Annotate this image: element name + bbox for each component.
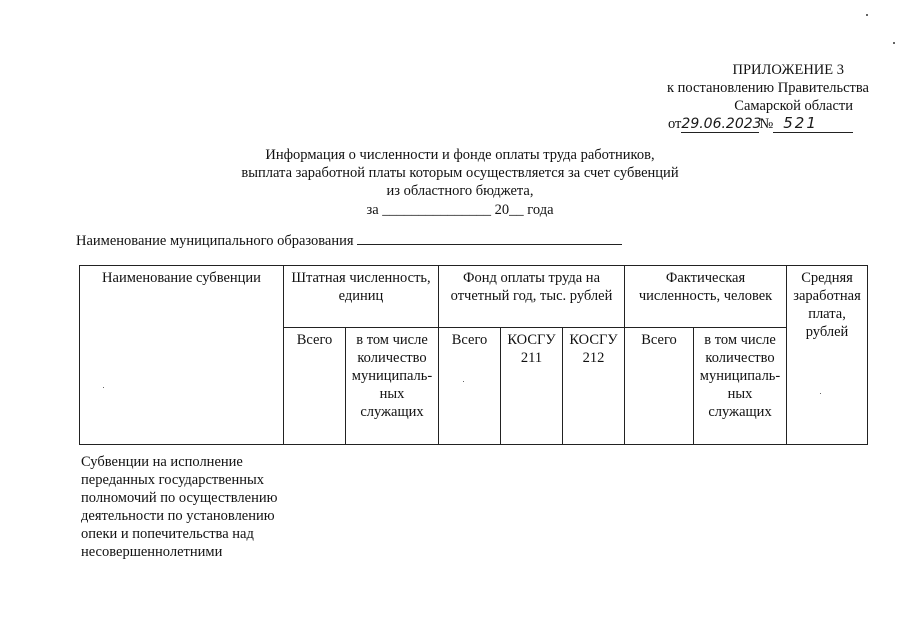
header-actual-count: Фактическая численность, человек: [625, 266, 787, 328]
annex-date-line: [668, 114, 868, 134]
subheader-kosgu-212: КОСГУ 212: [563, 328, 625, 445]
header-payroll-fund: Фонд оплаты труда на отчетный год, тыс. рублей: [439, 266, 625, 328]
title-line-4: за _______________ 20__ года: [366, 202, 554, 218]
handwritten-date: 29.06.2023: [681, 116, 762, 132]
scan-speck: [103, 387, 104, 388]
subvention-row-label: Субвенции на исполнение переданных государственных полномочий по осуществлению деятельности по установлению опеки и попечительства над несовершеннолетними: [81, 454, 278, 560]
annex-number-sign: №: [759, 116, 774, 132]
handwritten-number: 521: [773, 114, 853, 133]
subvention-table: [79, 265, 868, 445]
municipality-line: [76, 233, 646, 250]
scan-speck: [463, 381, 464, 382]
annex-line-1: к постановлению Правительства: [667, 80, 869, 96]
header-staff-count: Штатная численность, единиц: [284, 266, 439, 328]
title-line-2: выплата заработной платы которым осуществляется за счет субвенций: [241, 165, 679, 181]
scan-speck: [866, 14, 868, 16]
title-line-1: Информация о численности и фонде оплаты труда работников,: [265, 147, 655, 163]
annex-from-prefix: от: [668, 116, 682, 132]
municipality-label: Наименование муниципального образования: [76, 233, 354, 249]
subheader-fund-total: Всего: [439, 328, 501, 445]
header-avg-salary: Средняя заработная плата, рублей: [787, 266, 868, 445]
subheader-kosgu-211: КОСГУ 211: [501, 328, 563, 445]
subheader-staff-total: Всего: [284, 328, 346, 445]
document-title: [200, 146, 720, 219]
annex-title: ПРИЛОЖЕНИЕ 3: [732, 62, 844, 78]
header-subvention-name: Наименование субвенции: [80, 266, 284, 445]
scan-speck: [820, 393, 821, 394]
municipality-blank: [357, 244, 622, 245]
title-line-3: из областного бюджета,: [386, 183, 534, 199]
subheader-actual-total: Всего: [625, 328, 694, 445]
annex-line-2: Самарской области: [734, 98, 853, 114]
annex-block: [569, 61, 869, 115]
scan-speck: [893, 42, 895, 44]
subheader-staff-municipal: в том числе количество муниципаль-ных служащих: [346, 328, 439, 445]
subheader-actual-municipal: в том числе количество муниципаль-ных служащих: [694, 328, 787, 445]
